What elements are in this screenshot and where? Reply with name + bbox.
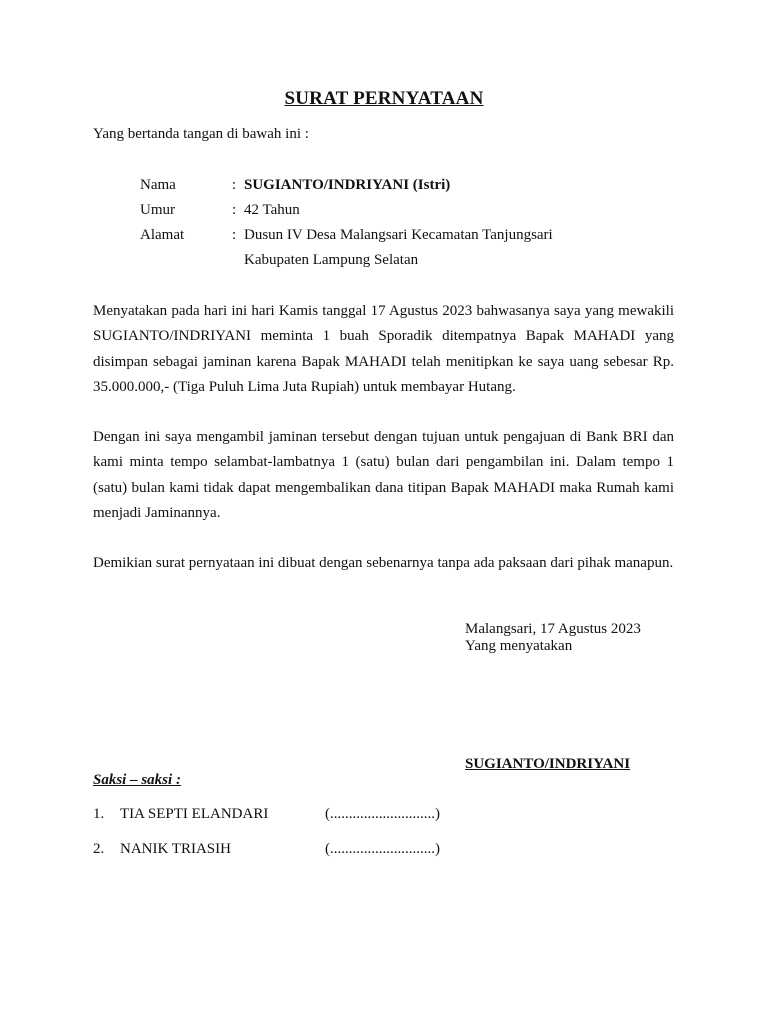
- paragraph-closing: Demikian surat pernyataan ini dibuat dengan sebenarnya tanpa ada paksaan dari pihak manapun.: [93, 555, 674, 571]
- witness-number: 1.: [93, 806, 105, 822]
- witness-name: NANIK TRIASIH: [120, 841, 231, 857]
- place-date: Malangsari, 17 Agustus 2023: [465, 621, 641, 637]
- witnesses-title: Saksi – saksi :: [93, 772, 181, 788]
- paragraph-statement: Menyatakan pada hari ini hari Kamis tanggal 17 Agustus 2023 bahwasanya saya yang mewakili SUGIANTO/INDRIYANI meminta 1 buah Sporadik ditempatnya Bapak MAHADI yang disimpan sebagai jaminan karena Bapak MAHADI telah menitipkan ke saya uang sebesar Rp. 35.000.000,- (Tiga Puluh Lima Juta Rupiah) untuk membayar Hutang.: [93, 303, 674, 395]
- witness-row: [93, 804, 513, 839]
- alamat-colon: :: [232, 227, 237, 243]
- identity-row-alamat: [140, 225, 680, 250]
- signer-name: SUGIANTO/INDRIYANI: [465, 756, 631, 772]
- signature-block: [465, 621, 641, 773]
- alamat-value-line-1: Dusun IV Desa Malangsari Kecamatan Tanjungsari: [244, 227, 553, 243]
- alamat-value-line-2: Kabupaten Lampung Selatan: [244, 252, 419, 268]
- alamat-label: Alamat: [140, 227, 185, 243]
- witness-number: 2.: [93, 841, 105, 857]
- intro-text: Yang bertanda tangan di bawah ini :: [93, 126, 309, 142]
- witness-signature-line: (............................): [325, 806, 440, 822]
- umur-label: Umur: [140, 202, 175, 218]
- nama-value: SUGIANTO/INDRIYANI (Istri): [244, 177, 451, 193]
- witness-name: TIA SEPTI ELANDARI: [120, 806, 269, 822]
- identity-block: [140, 175, 680, 275]
- nama-label: Nama: [140, 177, 176, 193]
- identity-row-umur: [140, 200, 680, 225]
- identity-row-nama: [140, 175, 680, 200]
- nama-colon: :: [232, 177, 237, 193]
- witness-list: [93, 804, 513, 874]
- signature-space: [465, 655, 641, 756]
- umur-colon: :: [232, 202, 237, 218]
- witness-signature-line: (............................): [325, 841, 440, 857]
- document-title: SURAT PERNYATAAN: [284, 88, 484, 109]
- umur-value: 42 Tahun: [244, 202, 300, 218]
- witness-row: [93, 839, 513, 874]
- signer-role: Yang menyatakan: [465, 638, 573, 654]
- paragraph-collateral: Dengan ini saya mengambil jaminan tersebut dengan tujuan untuk pengajuan di Bank BRI dan kami minta tempo selambat-lambatnya 1 (satu) bulan dari pengambilan ini. Dalam tempo 1 (satu) bulan kami tidak dapat mengembalikan dana titipan Bapak MAHADI maka Rumah kami menjadi Jaminannya.: [93, 429, 674, 521]
